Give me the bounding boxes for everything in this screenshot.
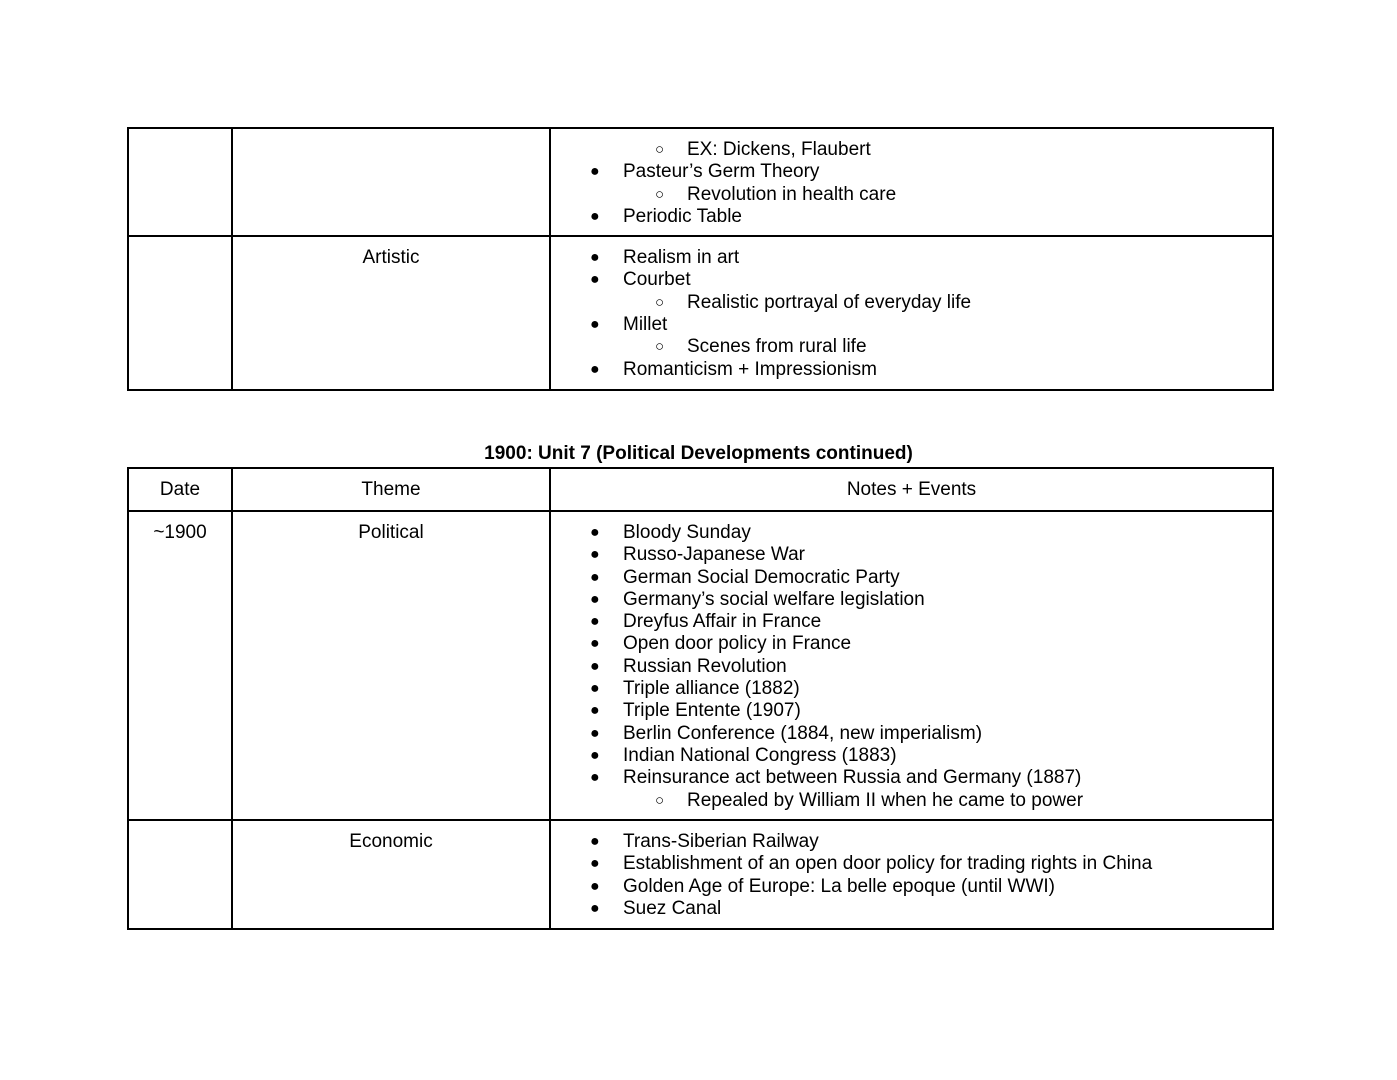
- bullet-icon: ●: [590, 877, 600, 895]
- list-item-text: Courbet: [623, 269, 691, 291]
- notes-list: [551, 831, 1272, 920]
- date-cell: ~1900: [128, 511, 232, 820]
- date-cell: [128, 236, 232, 390]
- list-item-text: Reinsurance act between Russia and Germany (1887): [623, 767, 1082, 789]
- list-item-text: Germany’s social welfare legislation: [623, 588, 925, 610]
- bullet-icon: ●: [590, 590, 600, 608]
- list-item: [551, 898, 1272, 920]
- bullet-icon: ●: [590, 249, 600, 267]
- bullet-icon: ●: [590, 769, 600, 787]
- list-item-text: Russian Revolution: [623, 655, 787, 677]
- list-item-text: Bloody Sunday: [623, 522, 751, 543]
- bullet-icon: ●: [590, 833, 600, 850]
- list-item: [551, 544, 1272, 566]
- table-row: [128, 236, 1273, 390]
- list-item: [551, 522, 1272, 544]
- list-item: [551, 853, 1272, 875]
- list-item-text: Realism in art: [623, 247, 740, 269]
- list-item: [551, 247, 1272, 269]
- hollow-bullet-icon: ○: [655, 185, 665, 203]
- unit7-notes-table: [127, 467, 1274, 930]
- bullet-icon: ●: [590, 524, 600, 541]
- theme-cell: Political: [232, 511, 550, 820]
- list-item-text: German Social Democratic Party: [623, 566, 900, 588]
- list-item: [551, 745, 1272, 767]
- bullet-icon: ●: [590, 724, 600, 742]
- bullet-icon: ●: [590, 746, 600, 764]
- list-item: [551, 292, 1272, 314]
- bullet-icon: ●: [590, 855, 600, 873]
- section-caption: 1900: Unit 7 (Political Developments continued): [484, 443, 913, 464]
- list-item: [551, 656, 1272, 678]
- list-item-text: Dreyfus Affair in France: [623, 611, 822, 633]
- list-item: [551, 700, 1272, 722]
- list-item: [551, 790, 1272, 812]
- theme-cell: Artistic: [232, 236, 550, 390]
- table-row: [128, 511, 1273, 820]
- notes-list: [551, 522, 1272, 812]
- list-item-text: Trans-Siberian Railway: [623, 831, 819, 852]
- header-notes: Notes + Events: [550, 468, 1273, 511]
- notes-cell: [550, 236, 1273, 390]
- list-item: [551, 767, 1272, 789]
- bullet-icon: ●: [590, 271, 600, 289]
- list-item-text: Russo-Japanese War: [623, 544, 805, 566]
- bullet-icon: ●: [590, 163, 600, 181]
- header-row: [128, 468, 1273, 511]
- list-item-text: Pasteur’s Germ Theory: [623, 161, 820, 183]
- bullet-icon: ●: [590, 613, 600, 631]
- list-item: [551, 314, 1272, 336]
- bullet-icon: ●: [590, 207, 600, 225]
- list-item: [551, 633, 1272, 655]
- list-item: [551, 269, 1272, 291]
- hollow-bullet-icon: ○: [655, 338, 665, 356]
- table-row: [128, 820, 1273, 929]
- theme-cell: [232, 128, 550, 236]
- bullet-icon: ●: [590, 680, 600, 698]
- bullet-icon: ●: [590, 899, 600, 917]
- continued-notes-table: [127, 127, 1274, 391]
- notes-cell: [550, 820, 1273, 929]
- hollow-bullet-icon: ○: [655, 293, 665, 311]
- list-item: [551, 359, 1272, 381]
- list-item: [551, 831, 1272, 853]
- list-item-text: Indian National Congress (1883): [623, 744, 897, 766]
- notes-list: [551, 139, 1272, 228]
- bullet-icon: ●: [590, 635, 600, 653]
- table-row: [128, 128, 1273, 236]
- date-cell: [128, 128, 232, 236]
- list-item-text: Revolution in health care: [687, 183, 897, 205]
- list-item-text: Open door policy in France: [623, 633, 852, 655]
- hollow-bullet-icon: ○: [655, 141, 665, 158]
- hollow-bullet-icon: ○: [655, 791, 665, 809]
- header-theme: Theme: [232, 468, 550, 511]
- list-item: [551, 184, 1272, 206]
- list-item: [551, 723, 1272, 745]
- notes-cell: [550, 128, 1273, 236]
- list-item-text: Golden Age of Europe: La belle epoque (until WWI): [623, 875, 1055, 897]
- header-date: Date: [128, 468, 232, 511]
- list-item-text: Periodic Table: [623, 205, 743, 227]
- date-cell: [128, 820, 232, 929]
- list-item-text: Millet: [623, 314, 668, 336]
- list-item-text: Scenes from rural life: [687, 336, 867, 358]
- list-item-text: Berlin Conference (1884, new imperialism): [623, 722, 983, 744]
- bullet-icon: ●: [590, 360, 600, 378]
- bullet-icon: ●: [590, 657, 600, 675]
- list-item-text: Romanticism + Impressionism: [623, 358, 877, 380]
- bullet-icon: ●: [590, 546, 600, 564]
- list-item: [551, 336, 1272, 358]
- list-item-text: Repealed by William II when he came to power: [687, 789, 1084, 811]
- list-item: [551, 611, 1272, 633]
- notes-list: [551, 247, 1272, 381]
- list-item-text: Triple alliance (1882): [623, 678, 800, 700]
- list-item: [551, 206, 1272, 228]
- theme-cell: Economic: [232, 820, 550, 929]
- list-item: [551, 567, 1272, 589]
- bullet-icon: ●: [590, 568, 600, 586]
- list-item: [551, 678, 1272, 700]
- list-item: [551, 589, 1272, 611]
- list-item: [551, 139, 1272, 161]
- list-item-text: EX: Dickens, Flaubert: [687, 139, 871, 160]
- list-item-text: Establishment of an open door policy for trading rights in China: [623, 853, 1153, 875]
- list-item: [551, 876, 1272, 898]
- list-item-text: Suez Canal: [623, 897, 722, 919]
- list-item-text: Triple Entente (1907): [623, 700, 801, 722]
- notes-cell: [550, 511, 1273, 820]
- list-item-text: Realistic portrayal of everyday life: [687, 291, 972, 313]
- bullet-icon: ●: [590, 316, 600, 334]
- list-item: [551, 161, 1272, 183]
- bullet-icon: ●: [590, 702, 600, 720]
